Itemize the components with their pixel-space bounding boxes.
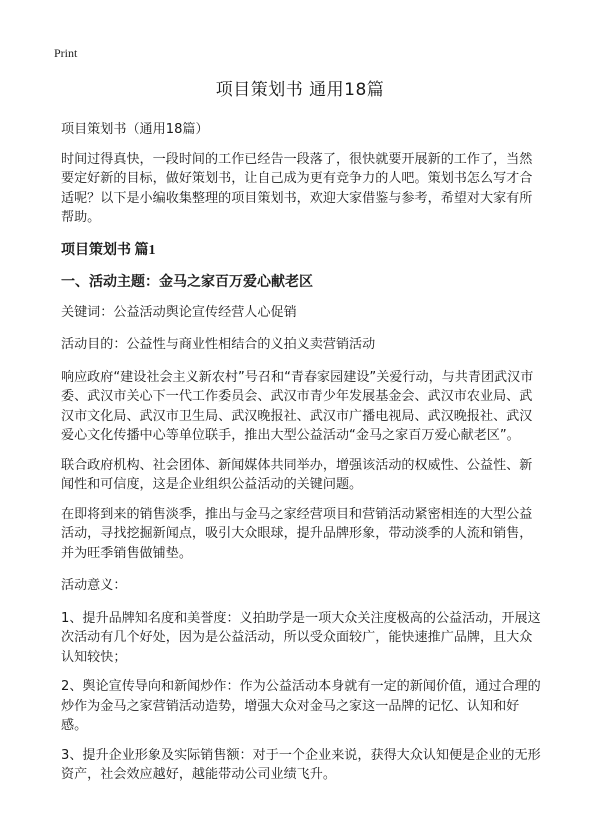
purpose-line: 活动目的：公益性与商业性相结合的义拍义卖营销活动	[61, 337, 376, 352]
body-paragraph-1: 响应政府“建设社会主义新农村”号召和“青春家园建设”关爱行动，与共青团武汉市委、武汉市关心下一代工作委员会、武汉市青少年发展基金会、武汉市农业局、武汉市文化局、武汉市卫生局、武汉晚报社、武汉市广播电视局、武汉晚报社、武汉爱心文化传播中心等单位联手，推出大型公益活动“金马之家百万爱心献老区”。	[61, 369, 534, 443]
page-title: 项目策划书 通用18篇	[215, 80, 385, 100]
significance-point-3: 3、提升企业形象及实际销售额：对于一个企业来说，获得大众认知便是企业的无形资产，社会效应越好，越能带动公司业绩飞升。	[61, 747, 541, 782]
keywords-line: 关键词：公益活动舆论宣传经营人心促销	[61, 304, 297, 320]
body-paragraph-2: 联合政府机构、社会团体、新闻媒体共同举办，增强该活动的权威性、公益性、新闻性和可信度，这是企业组织公益活动的关键问题。	[61, 457, 533, 492]
section-heading: 项目策划书 篇1	[61, 242, 156, 258]
document-subtitle: 项目策划书（通用18篇）	[61, 122, 209, 137]
significance-point-2: 2、舆论宣传导向和新闻炒作：作为公益活动本身就有一定的新闻价值，通过合理的炒作为金马之家营销活动造势，增强大众对金马之家这一品牌的记忆、认知和好感。	[61, 679, 541, 733]
activity-theme-heading: 一、活动主题：金马之家百万爱心献老区	[61, 275, 313, 290]
significance-label: 活动意义：	[61, 578, 127, 593]
significance-point-1: 1、提升品牌知名度和美誉度：义拍助学是一项大众关注度极高的公益活动，开展这次活动有几个好处，因为是公益活动，所以受众面较广，能快速推广品牌，且大众认知较快；	[61, 610, 541, 665]
intro-paragraph: 时间过得真快，一段时间的工作已经告一段落了，很快就要开展新的工作了，当然要定好新的目标，做好策划书，让自己成为更有竞争力的人吧。策划书怎么写才合适呢？以下是小编收集整理的项目策划书，欢迎大家借鉴与参考，希望对大家有所帮助。	[61, 151, 533, 225]
print-link[interactable]: Print	[54, 46, 78, 60]
document-body	[61, 120, 545, 785]
body-paragraph-3: 在即将到来的销售淡季，推出与金马之家经营项目和营销活动紧密相连的大型公益活动，寻找挖掘新闻点，吸引大众眼球，提升品牌形象，带动淡季的人流和销售，并为旺季销售做铺垫。	[61, 506, 533, 561]
